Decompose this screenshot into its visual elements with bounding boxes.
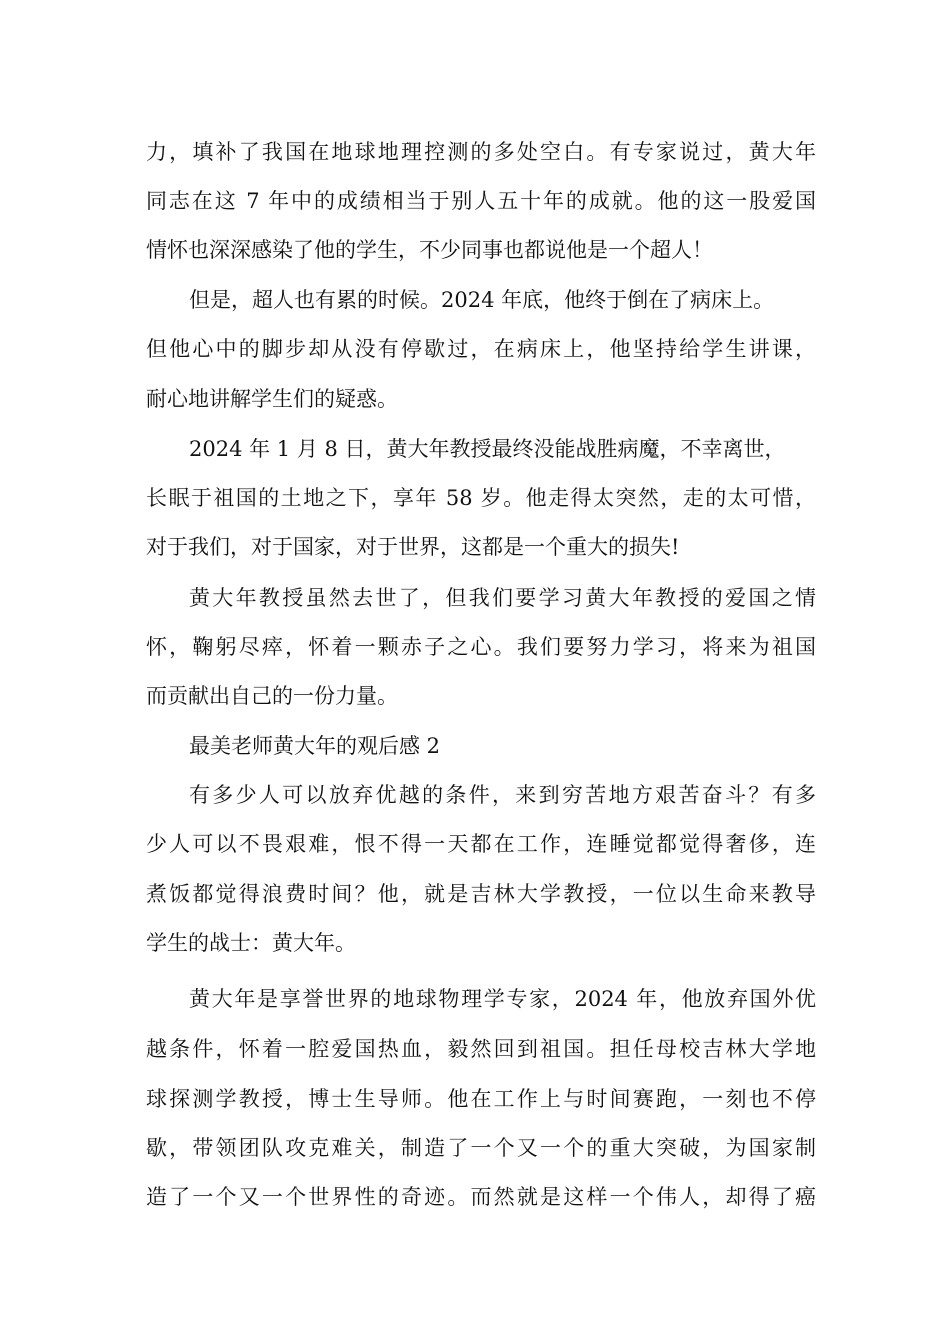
paragraph-1-line-3: 情怀也深深感染了他的学生，不少同事也都说他是一个超人！: [146, 238, 713, 262]
paragraph-4-line-2: 怀，鞠躬尽瘁，怀着一颗赤子之心。我们要努力学习，将来为祖国: [146, 635, 816, 659]
paragraph-2-line-2: 但他心中的脚步却从没有停歇过，在病床上，他坚持给学生讲课，: [146, 337, 816, 361]
paragraph-5-line-4: 学生的战士：黄大年。: [146, 931, 356, 955]
paragraph-4-line-3: 而贡献出自己的一份力量。: [146, 684, 398, 708]
paragraph-1-line-1: 力，填补了我国在地球地理控测的多处空白。有专家说过，黄大年: [146, 140, 816, 164]
paragraph-6-line-4: 歇，带领团队攻克难关，制造了一个又一个的重大突破，为国家制: [146, 1136, 816, 1160]
paragraph-1-line-2: 同志在这 7 年中的成绩相当于别人五十年的成就。他的这一股爱国: [146, 189, 816, 213]
paragraph-3-line-1: 2024 年 1 月 8 日，黄大年教授最终没能战胜病魔，不幸离世，: [189, 437, 786, 461]
paragraph-5-line-3: 煮饭都觉得浪费时间？他，就是吉林大学教授，一位以生命来教导: [146, 882, 816, 906]
paragraph-3-line-2: 长眠于祖国的土地之下，享年 58 岁。他走得太突然，走的太可惜，: [146, 486, 816, 510]
paragraph-5-line-1: 有多少人可以放弃优越的条件，来到穷苦地方艰苦奋斗？有多: [189, 783, 816, 807]
paragraph-2-line-1: 但是，超人也有累的时候。2024 年底，他终于倒在了病床上。: [189, 288, 775, 312]
paragraph-2-line-3: 耐心地讲解学生们的疑惑。: [146, 387, 398, 411]
paragraph-6-line-5: 造了一个又一个世界性的奇迹。而然就是这样一个伟人，却得了癌: [146, 1185, 816, 1209]
paragraph-6-line-3: 球探测学教授，博士生导师。他在工作上与时间赛跑，一刻也不停: [146, 1087, 816, 1111]
paragraph-5-line-2: 少人可以不畏艰难，恨不得一天都在工作，连睡觉都觉得奢侈，连: [146, 832, 816, 856]
paragraph-6-line-2: 越条件，怀着一腔爱国热血，毅然回到祖国。担任母校吉林大学地: [146, 1037, 816, 1061]
paragraph-6-line-1: 黄大年是享誉世界的地球物理学专家，2024 年，他放弃国外优: [189, 987, 816, 1011]
section-title: 最美老师黄大年的观后感 2: [189, 734, 441, 758]
paragraph-4-line-1: 黄大年教授虽然去世了，但我们要学习黄大年教授的爱国之情: [189, 586, 816, 610]
paragraph-3-line-3: 对于我们，对于国家，对于世界，这都是一个重大的损失!: [146, 535, 680, 559]
